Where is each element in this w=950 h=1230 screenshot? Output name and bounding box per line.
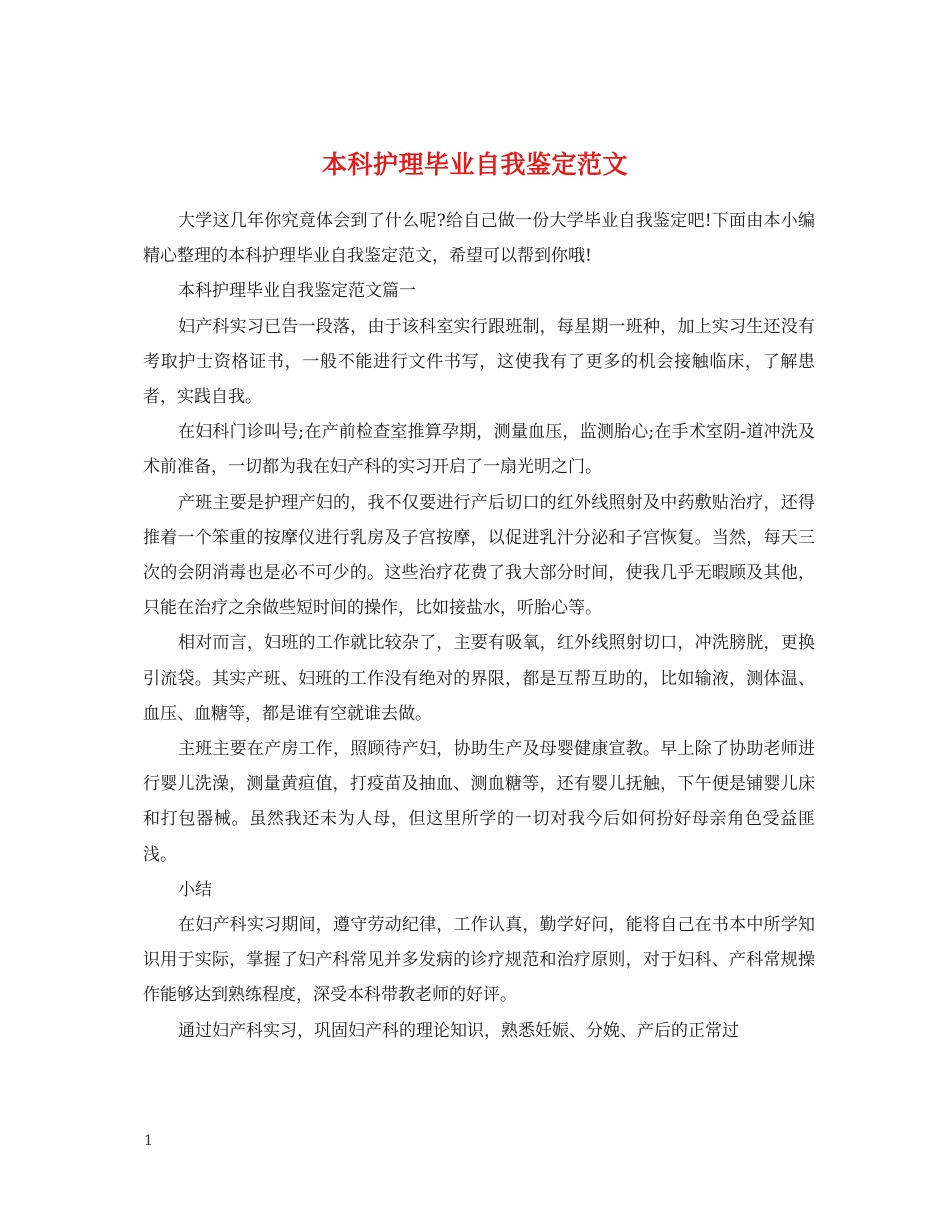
document-title: 本科护理毕业自我鉴定范文 (321, 149, 628, 179)
paragraph: 妇产科实习已告一段落，由于该科室实行跟班制，每星期一班种，加上实习生还没有考取护士资格证书，一般不能进行文件书写，这使我有了更多的机会接触临床，了解患者，实践自我。 (143, 316, 815, 408)
paragraph: 通过妇产科实习，巩固妇产科的理论知识，熟悉妊娠、分娩、产后的正常过 (178, 1020, 739, 1041)
document-body (143, 204, 815, 1049)
paragraph: 产班主要是护理产妇的，我不仅要进行产后切口的红外线照射及中药敷贴治疗，还得推着一个笨重的按摩仪进行乳房及子宫按摩，以促进乳汁分泌和子宫恢复。当然，每天三次的会阴消毒也是必不可少的。这些治疗花费了我大部分时间，使我几乎无暇顾及其他，只能在治疗之余做些短时间的操作，比如接盐水，听胎心等。 (143, 492, 815, 619)
paragraph: 主班主要在产房工作，照顾待产妇，协助生产及母婴健康宣教。早上除了协助老师进行婴儿洗澡，测量黄疸值，打疫苗及抽血、测血糖等，还有婴儿抚触，下午便是铺婴儿床和打包器械。虽然我还未为人母，但这里所学的一切对我今后如何扮好母亲角色受益匪浅。 (143, 739, 815, 865)
page-number: 1 (144, 1133, 153, 1149)
paragraph-summary-heading: 小结 (178, 879, 212, 900)
paragraph: 在妇产科实习期间，遵守劳动纪律，工作认真，勤学好问，能将自己在书本中所学知识用于实际，掌握了妇产科常见并多发病的诊疗规范和治疗原则，对于妇科、产科常规操作能够达到熟练程度，深受本科带教老师的好评。 (143, 915, 815, 1006)
paragraph: 在妇科门诊叫号;在产前检查室推算孕期，测量血压，监测胎心;在手术室阴-道冲洗及术前准备，一切都为我在妇产科的实习开启了一扇光明之门。 (143, 422, 815, 478)
paragraph: 相对而言，妇班的工作就比较杂了，主要有吸氧，红外线照射切口，冲洗膀胱，更换引流袋。其实产班、妇班的工作没有绝对的界限，都是互帮互助的，比如输液，测体温、血压、血糖等，都是谁有空就谁去做。 (143, 633, 815, 724)
paragraph-section-heading: 本科护理毕业自我鉴定范文篇一 (178, 281, 416, 302)
paragraph-intro: 大学这几年你究竟体会到了什么呢?给自己做一份大学毕业自我鉴定吧!下面由本小编精心整理的本科护理毕业自我鉴定范文，希望可以帮到你哦! (143, 211, 815, 267)
